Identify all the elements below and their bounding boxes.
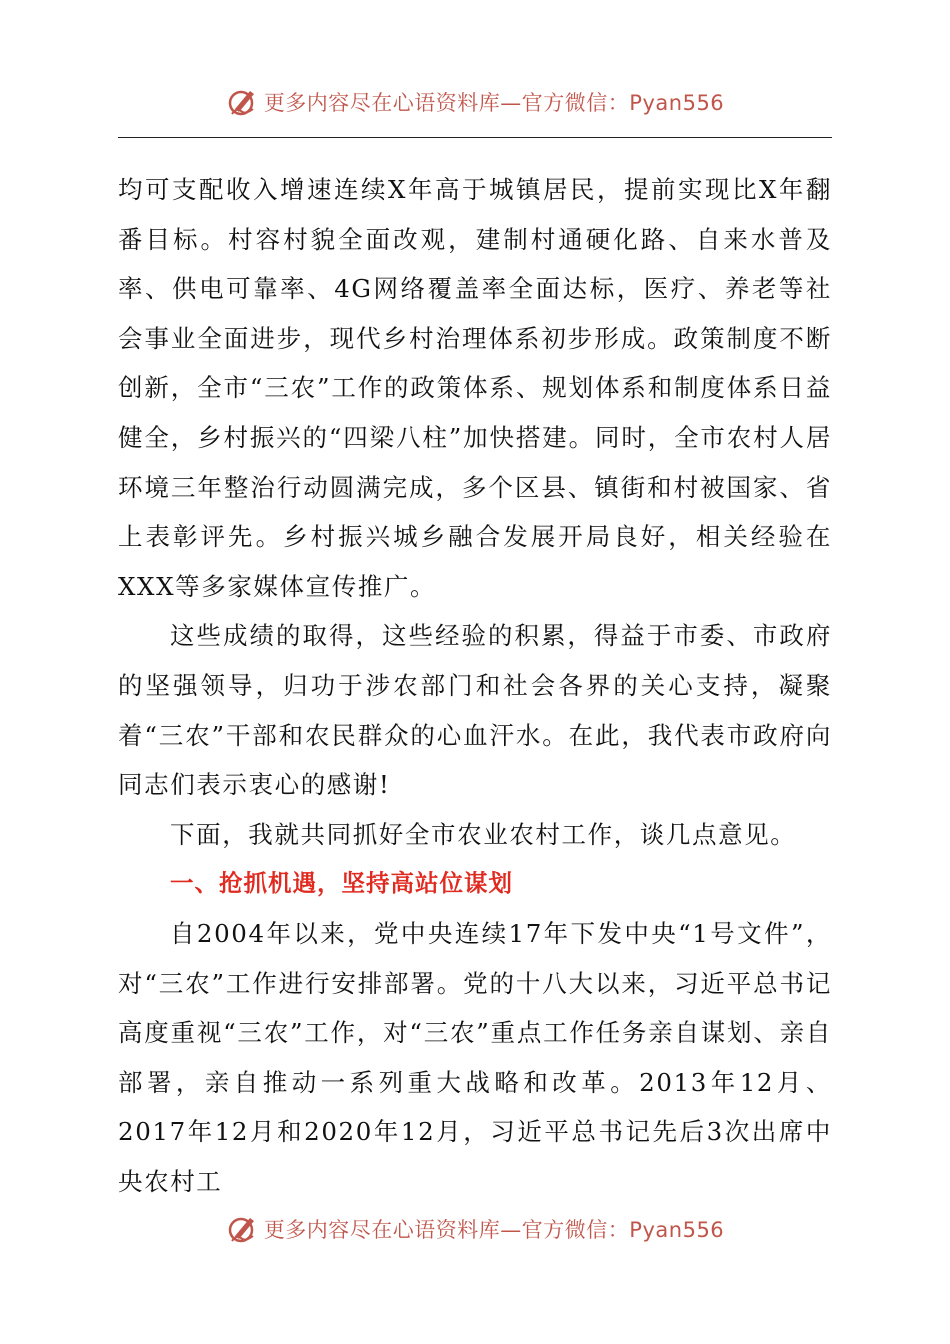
section-heading: 一、抢抓机遇，坚持高站位谋划 <box>170 869 513 898</box>
body-paragraph: 下面，我就共同抓好全市农业农村工作，谈几点意见。 <box>170 819 797 849</box>
header-divider <box>118 137 832 138</box>
document-body <box>118 165 832 1206</box>
footer-banner-text: 更多内容尽在心语资料库—官方微信：Pyan556 <box>263 1218 725 1242</box>
body-paragraph: 这些成绩的取得，这些经验的积累，得益于市委、市政府的坚强领导，归功于涉农部门和社会各界的关心支持，凝聚着“三农”干部和农民群众的心血汗水。在此，我代表市政府向同志们表示衷心的感谢! <box>118 621 832 800</box>
body-paragraph: 自2004年以来，党中央连续17年下发中央“1号文件”，对“三农”工作进行安排部署。党的十八大以来，习近平总书记高度重视“三农”工作，对“三农”重点工作任务亲自谋划、亲自部署，亲自推动一系列重大战略和改革。2013年12月、2017年12月和2020年12月，习近平总书记先后3次出席中央农村工 <box>118 918 832 1196</box>
body-paragraph: 均可支配收入增速连续X年高于城镇居民，提前实现比X年翻番目标。村容村貌全面改观，建制村通硬化路、自来水普及率、供电可靠率、4G网络覆盖率全面达标，医疗、养老等社会事业全面进步，现代乡村治理体系初步形成。政策制度不断创新，全市“三农”工作的政策体系、规划体系和制度体系日益健全，乡村振兴的“四梁八柱”加快搭建。同时，全市农村人居环境三年整治行动圆满完成，多个区县、镇街和村被国家、省上表彰评先。乡村振兴城乡融合发展开局良好，相关经验在XXX等多家媒体宣传推广。 <box>118 175 832 601</box>
header-banner <box>0 82 950 122</box>
header-banner-text: 更多内容尽在心语资料库—官方微信：Pyan556 <box>263 91 725 115</box>
pen-signature-logo-icon <box>226 1212 260 1246</box>
pen-signature-logo-icon <box>226 85 260 119</box>
footer-banner <box>0 1209 950 1249</box>
